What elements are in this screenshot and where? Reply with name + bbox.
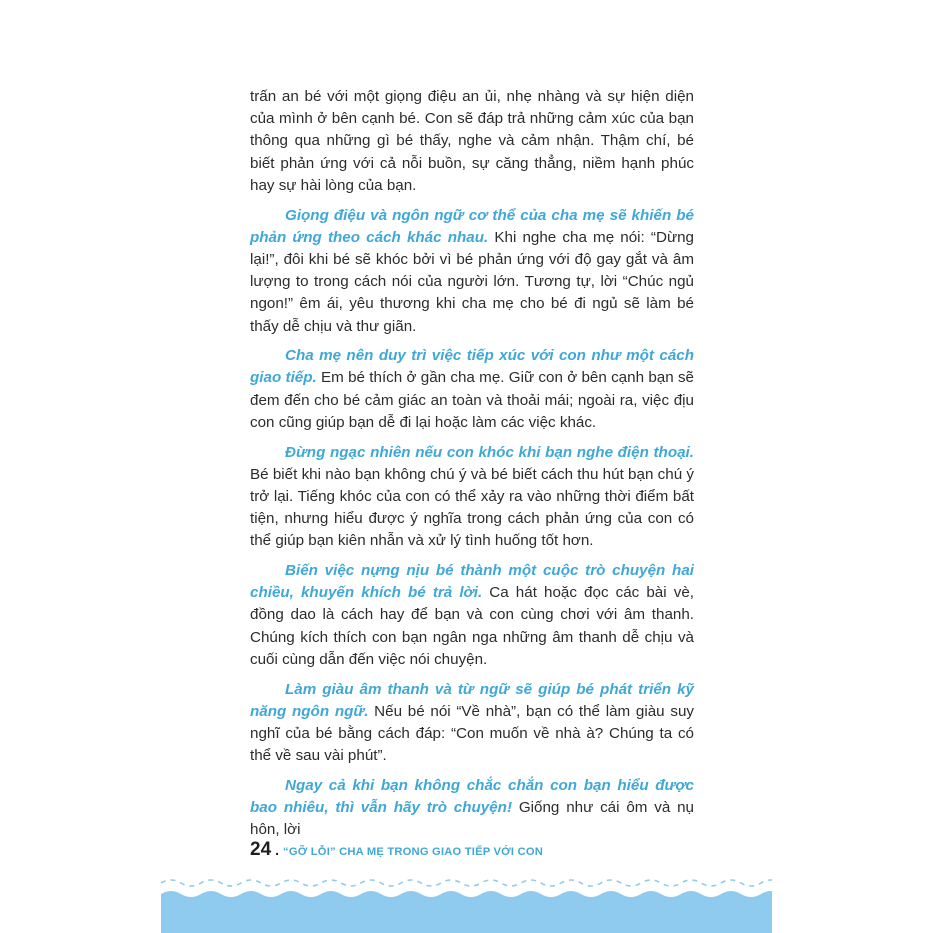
paragraph-5-emphasis: Biến việc nựng nịu bé thành một cuộc trò chuyện hai chiều, khuyến khích bé trả lời. [250, 562, 694, 602]
paragraph-5 [250, 560, 694, 671]
wave-fill [161, 891, 772, 933]
paragraph-6-emphasis: Làm giàu âm thanh và từ ngữ sẽ giúp bé phát triển kỹ năng ngôn ngữ. [250, 680, 694, 720]
paragraph-2 [250, 205, 694, 338]
paragraph-3-emphasis: Cha mẹ nên duy trì việc tiếp xúc với con như một cách giao tiếp. [250, 347, 694, 387]
paragraph-5-text: Ca hát hoặc đọc các bài vè, đồng dao là cách hay để bạn và con cùng chơi với âm thanh. Chúng kích thích con bạn ngân nga những âm thanh dễ chịu và cuối cùng dẫn đến việc nói chuyện. [250, 584, 694, 668]
paragraph-6-text: Nếu bé nói “Về nhà”, bạn có thể làm giàu suy nghĩ của bé bằng cách đáp: “Con muốn về nhà à? Chúng ta có thể về sau vài phút”. [250, 702, 694, 765]
paragraph-4-text: Bé biết khi nào bạn không chú ý và bé biết cách thu hút bạn chú ý trở lại. Tiếng khóc của con có thể xảy ra vào những thời điểm bất tiện, nhưng hiểu được ý nghĩa trong cách phản ứng của con có thể giúp bạn kiên nhẫn và xử lý tình huống tốt hơn. [250, 465, 694, 550]
paragraph-2-emphasis: Giọng điệu và ngôn ngữ cơ thể của cha mẹ sẽ khiến bé phản ứng theo cách khác nhau. [250, 206, 694, 246]
paragraph-1 [250, 86, 694, 197]
page-footer [250, 839, 543, 861]
paragraph-1-text: trấn an bé với một giọng điệu an ủi, nhẹ nhàng và sự hiện diện của mình ở bên cạnh bé. Con sẽ đáp trả những cảm xúc của bạn thông qua những gì bé thấy, nghe và cảm nhận. Thậm chí, bé biết phản ứng với cả nỗi buồn, sự căng thẳng, niềm hạnh phúc hay sự hài lòng của bạn. [250, 88, 694, 194]
book-title: “GỠ LỖI” CHA MẸ TRONG GIAO TIẾP VỚI CON [283, 846, 544, 858]
paragraph-3 [250, 345, 694, 434]
body-text [250, 86, 694, 849]
paragraph-4-emphasis: Đừng ngạc nhiên nếu con khóc khi bạn nghe điện thoại. [285, 443, 694, 461]
wave-dashed-line [161, 880, 772, 886]
footer-separator: . [275, 842, 280, 858]
paragraph-6 [250, 679, 694, 768]
decorative-wave-band [161, 870, 772, 933]
paragraph-3-text: Em bé thích ở gần cha mẹ. Giữ con ở bên cạnh bạn sẽ đem đến cho bé cảm giác an toàn và thoải mái; ngoài ra, việc địu con cũng giúp bạn dễ đi lại hoặc làm các việc khác. [250, 369, 694, 431]
paragraph-4 [250, 442, 694, 553]
page-number: 24 [250, 839, 272, 860]
paragraph-7-emphasis: Ngay cả khi bạn không chắc chắn con bạn hiểu được bao nhiêu, thì vẫn hãy trò chuyện! [250, 776, 694, 817]
paragraph-7 [250, 775, 694, 842]
paragraph-7-text: Giống như cái ôm và nụ hôn, lời [250, 799, 694, 839]
paragraph-2-text: Khi nghe cha mẹ nói: “Dừng lại!”, đôi khi bé sẽ khóc bởi vì bé phản ứng với độ gay gắt và âm lượng to trong cách nói của người lớn. Tương tự, lời “Chúc ngủ ngon!” êm ái, yêu thương khi cha mẹ cho bé đi ngủ sẽ làm bé thấy dễ chịu và thư giãn. [250, 228, 695, 335]
